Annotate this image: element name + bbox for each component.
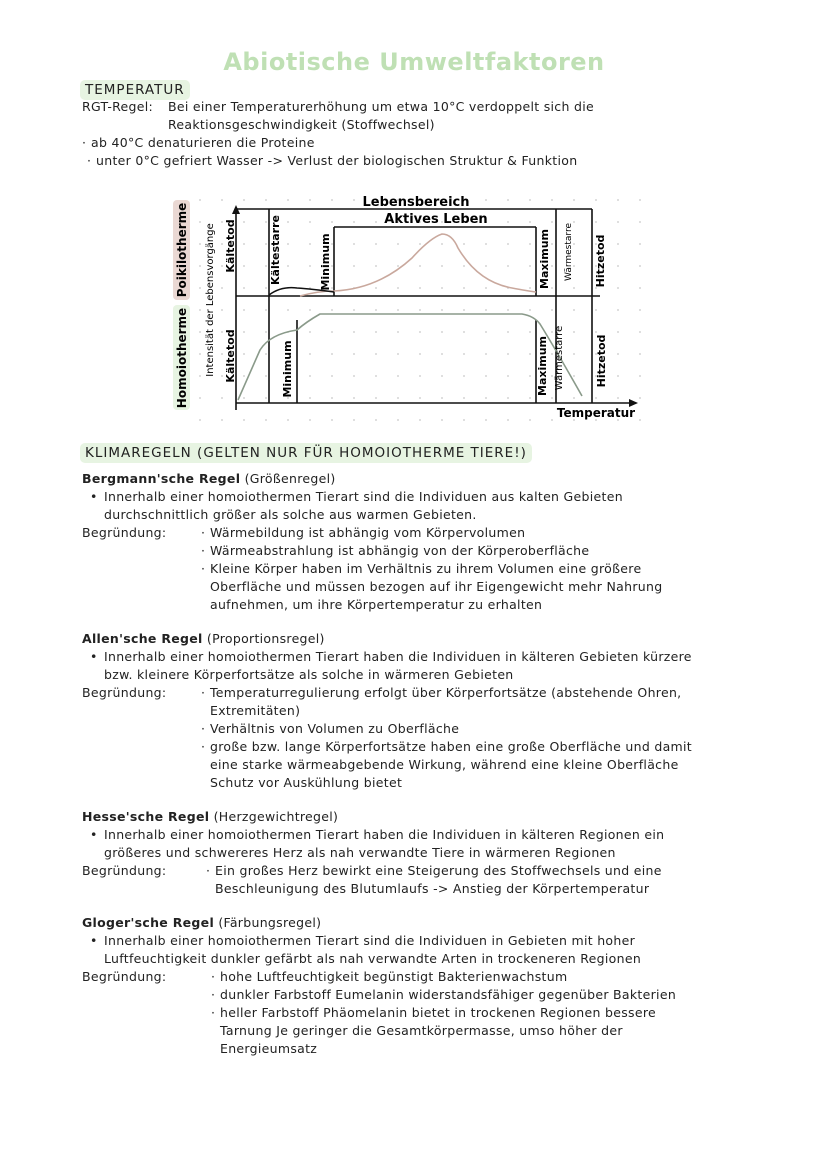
allen-g2: · Verhältnis von Volumen zu Oberfläche [210, 720, 459, 738]
rgt-text-1: Bei einer Temperaturerhöhung um etwa 10°C verdoppelt sich die [168, 99, 594, 114]
minimum-top: Minimum [319, 233, 332, 291]
rgt-text-2: Reaktionsgeschwindigkeit (Stoffwechsel) [168, 117, 435, 132]
allen-g3a: · große bzw. lange Körperfortsätze haben eine große Oberfläche und damit [210, 738, 692, 756]
allen-g1b: Extremitäten) [210, 703, 301, 718]
allen-b1: • Innerhalb einer homoiothermen Tierart haben die Individuen in kälteren Gebieten kürzere [104, 648, 692, 666]
hesse-b2: größeres und schwereres Herz als nah verwandte Tiere in wärmeren Regionen [104, 845, 616, 860]
gloger-rule [82, 914, 321, 932]
gloger-g3b: Tarnung Je geringer die Gesamtkörpermasse, umso höher der [220, 1023, 623, 1038]
allen-title: Allen'sche Regel [82, 631, 203, 646]
allen-g3c: Schutz vor Auskühlung bietet [210, 775, 403, 790]
gloger-b1: • Innerhalb einer homoiothermen Tierart sind die Individuen in Gebieten mit hoher [104, 932, 635, 950]
hitzetod-bottom: Hitzetod [595, 334, 608, 388]
bergmann-title: Bergmann'sche Regel [82, 471, 241, 486]
gloger-g2: · dunkler Farbstoff Eumelanin widerstandsfähiger gegenüber Bakterien [220, 986, 676, 1004]
gloger-g3a: · heller Farbstoff Phäomelanin bietet in trockenen Regionen bessere [220, 1004, 656, 1022]
bergmann-g3c: aufnehmen, um ihre Körpertemperatur zu erhalten [210, 597, 543, 612]
aktives-leben-label: Aktives Leben [384, 212, 488, 227]
allen-begruendung-label: Begründung: [82, 685, 167, 700]
bergmann-rule [82, 470, 336, 488]
page-title: Abiotische Umweltfaktoren [223, 48, 605, 76]
kaeltestarre-label: Kältestarre [269, 215, 282, 285]
hesse-b1: • Innerhalb einer homoiothermen Tierart haben die Individuen in kälteren Regionen ein [104, 826, 664, 844]
bergmann-begruendung-label: Begründung: [82, 525, 167, 540]
hesse-title: Hesse'sche Regel [82, 809, 210, 824]
hesse-g1a: · Ein großes Herz bewirkt eine Steigerung des Stoffwechsels und eine [215, 862, 662, 880]
waermestarre-top: Wärmestarre [564, 223, 574, 281]
allen-g3b: eine starke wärmeabgebende Wirkung, während eine kleine Oberfläche [210, 757, 679, 772]
y-axis-label: Intensität der Lebensvorgänge [205, 223, 216, 377]
poikilotherme-label: Poikilotherme [175, 202, 189, 298]
allen-rule [82, 630, 325, 648]
kaeltetod-top: Kältetod [224, 219, 237, 273]
kaeltetod-bottom: Kältetod [224, 329, 237, 383]
temperature-diagram [0, 0, 828, 440]
gloger-sub: (Färbungsregel) [218, 915, 322, 930]
maximum-top: Maximum [538, 229, 551, 289]
lebensbereich-label: Lebensbereich [362, 195, 470, 210]
bergmann-g2: · Wärmeabstrahlung ist abhängig von der Körperoberfläche [210, 542, 589, 560]
rgt-label: RGT-Regel: [82, 99, 154, 114]
x-axis-label: Temperatur [556, 406, 636, 420]
bergmann-b1: • Innerhalb einer homoiothermen Tierart sind die Individuen aus kalten Gebieten [104, 488, 623, 506]
hitzetod-top: Hitzetod [594, 234, 607, 288]
hesse-begruendung-label: Begründung: [82, 863, 167, 878]
maximum-bottom: Maximum [536, 336, 549, 396]
homoiotherme-label: Homoiotherme [175, 307, 189, 409]
hesse-sub: (Herzgewichtregel) [213, 809, 339, 824]
waermestarre-bottom: Wärmestarre [554, 325, 565, 391]
hesse-rule [82, 808, 338, 826]
bergmann-g3b: Oberfläche und müssen bezogen auf ihr Eigengewicht mehr Nahrung [210, 579, 663, 594]
hesse-g1b: Beschleunigung des Blutumlaufs -> Anstieg der Körpertemperatur [215, 881, 650, 896]
allen-b2: bzw. kleinere Körperfortsätze als solche in wärmeren Gebieten [104, 667, 514, 682]
minimum-bottom: Minimum [281, 340, 294, 398]
gloger-g1: · hohe Luftfeuchtigkeit begünstigt Bakterienwachstum [220, 968, 567, 986]
bergmann-g1: · Wärmebildung ist abhängig vom Körpervolumen [210, 524, 525, 542]
gloger-b2: Luftfeuchtigkeit dunkler gefärbt als nah verwandte Arten in trockeneren Regionen [104, 951, 642, 966]
gloger-title: Gloger'sche Regel [82, 915, 215, 930]
temp-point-1: · ab 40°C denaturieren die Proteine [91, 134, 315, 152]
gloger-begruendung-label: Begründung: [82, 969, 167, 984]
gloger-g3c: Energieumsatz [220, 1041, 318, 1056]
allen-g1a: · Temperaturregulierung erfolgt über Körperfortsätze (abstehende Ohren, [210, 684, 681, 702]
allen-sub: (Proportionsregel) [206, 631, 325, 646]
bergmann-sub: (Größenregel) [244, 471, 336, 486]
temperatur-heading: TEMPERATUR [80, 80, 190, 100]
bergmann-b2: durchschnittlich größer als solche aus warmen Gebieten. [104, 507, 477, 522]
bergmann-g3a: · Kleine Körper haben im Verhältnis zu ihrem Volumen eine größere [210, 560, 641, 578]
klimaregeln-heading: KLIMAREGELN (GELTEN NUR FÜR HOMOIOTHERME TIERE!) [80, 443, 532, 463]
temp-point-2: · unter 0°C gefriert Wasser -> Verlust der biologischen Struktur & Funktion [96, 152, 577, 170]
